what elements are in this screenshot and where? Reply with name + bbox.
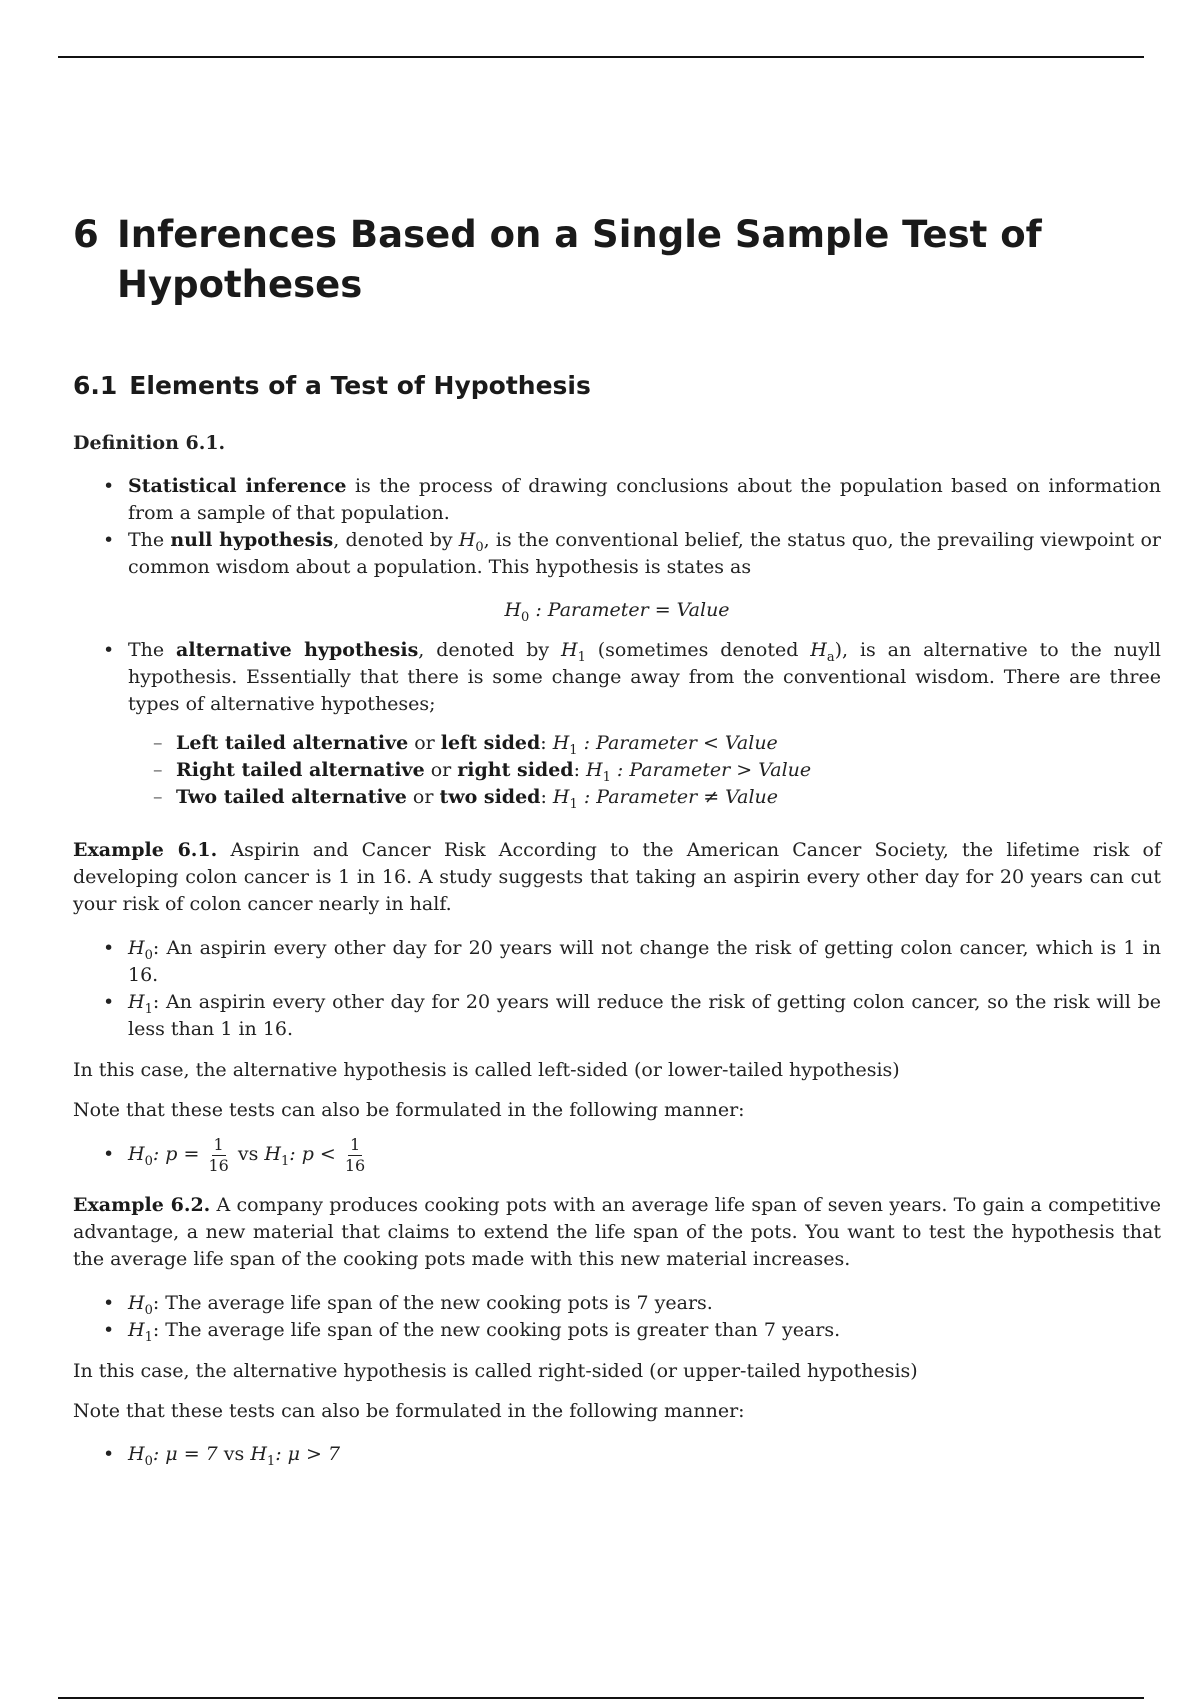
definition-text: ), is an alternative to the nuyll hypothesis. Essentially that there is some change away from the conventional wisdom. There are three types of alternative hypotheses;: [128, 639, 1161, 715]
math-subscript: 1: [144, 1001, 153, 1017]
chapter-title: Inferences Based on a Single Sample Test of Hypotheses: [117, 213, 1042, 306]
definition-list: [73, 473, 1161, 581]
fraction-numerator: 1: [349, 1134, 361, 1154]
math-symbol: H: [128, 1319, 145, 1341]
example-2-formulation-note: Note that these tests can also be formulated in the following manner:: [73, 1400, 745, 1422]
definition-text: , is the conventional belief, the status quo, the prevailing viewpoint or common wisdom about a population. This hypothesis is states as: [128, 529, 1161, 578]
example-2-formula: [73, 1441, 1161, 1468]
definition-item-inference: [73, 473, 1161, 527]
math-expression: : p =: [152, 1143, 206, 1165]
text-fragment: :: [540, 732, 553, 754]
example-1-formula: [73, 1132, 1161, 1176]
alt-type-two: [73, 784, 1161, 811]
math-expression: : p <: [289, 1143, 342, 1165]
text-fragment: The: [128, 529, 171, 551]
chapter-heading: [73, 210, 1161, 310]
definition-title: Definition 6.1.: [73, 432, 226, 454]
text-fragment: vs: [231, 1143, 265, 1165]
example-1-h0: [73, 935, 1161, 989]
hypothesis-text: : The average life span of the new cooking pots is greater than 7 years.: [152, 1319, 841, 1341]
example-2-label: Example 6.2.: [73, 1194, 211, 1216]
math-expression: : Parameter ≠ Value: [577, 786, 779, 808]
math-subscript: 1: [569, 742, 578, 758]
definition-item-alternative: [73, 637, 1161, 718]
section-title: Elements of a Test of Hypothesis: [129, 371, 591, 400]
math-symbol: H: [458, 529, 476, 551]
term: right sided: [457, 759, 574, 781]
math-expression: : μ > 7: [275, 1443, 341, 1465]
math-symbol: H: [264, 1143, 281, 1165]
definition-item-null: [73, 527, 1161, 581]
math-expression: : μ = 7: [152, 1443, 218, 1465]
term: two sided: [439, 786, 541, 808]
alt-type-left: [73, 730, 1161, 757]
page-content: [73, 210, 1161, 1468]
example-1-h1: [73, 989, 1161, 1043]
example-1-formulation-note: Note that these tests can also be formulated in the following manner:: [73, 1099, 745, 1121]
hypothesis-text: : The average life span of the new cooking pots is 7 years.: [152, 1292, 713, 1314]
fraction: [208, 1135, 228, 1176]
text-fragment: or: [406, 786, 440, 808]
math-symbol: H: [561, 639, 578, 661]
math-subscript: 0: [144, 947, 153, 963]
hypothesis-text: : An aspirin every other day for 20 years will reduce the risk of getting colon cancer, so the risk will be less than 1 in 16.: [128, 991, 1161, 1040]
math-symbol: H: [128, 1443, 145, 1465]
alt-type-right: [73, 757, 1161, 784]
example-text: Aspirin and Cancer Risk According to the American Cancer Society, the lifetime risk of developing colon cancer is 1 in 16. A study suggests that taking an aspirin every other day for 20 years can cut your risk of colon cancer nearly in half.: [73, 839, 1161, 915]
math-symbol: H: [504, 599, 522, 621]
math-subscript: 0: [144, 1302, 153, 1318]
term: Left tailed alternative: [176, 732, 409, 754]
term-null-hypothesis: null hypothesis: [170, 529, 334, 551]
alternative-types-list: [73, 730, 1161, 811]
alternative-list: [73, 637, 1161, 718]
bottom-rule: [58, 1697, 1144, 1699]
math-subscript: a: [826, 649, 835, 665]
math-subscript: 1: [569, 796, 578, 812]
math-subscript: 1: [280, 1153, 290, 1169]
top-rule: [58, 56, 1144, 58]
term: Right tailed alternative: [176, 759, 425, 781]
fraction: [345, 1135, 365, 1176]
math-symbol: H: [128, 1143, 145, 1165]
hypothesis-text: : An aspirin every other day for 20 years will not change the risk of getting colon cancer, which is 1 in 16.: [128, 937, 1161, 986]
example-2-formula-list: [73, 1441, 1161, 1468]
example-1-formula-list: [73, 1132, 1161, 1176]
text-fragment: , denoted by: [333, 529, 459, 551]
math-expression: : Parameter > Value: [610, 759, 812, 781]
example-text: A company produces cooking pots with an average life span of seven years. To gain a competitive advantage, a new material that claims to extend the life span of the pots. You want to test the hypothesis that the average life span of the cooking pots made with this new material increases.: [73, 1194, 1161, 1270]
math-symbol: H: [552, 786, 570, 808]
math-subscript: 1: [144, 1329, 153, 1345]
term: Two tailed alternative: [176, 786, 407, 808]
example-1-paragraph: [73, 837, 1161, 918]
equation-rhs: : Parameter = Value: [529, 599, 730, 621]
fraction-numerator: 1: [213, 1134, 224, 1154]
math-symbol: H: [250, 1443, 267, 1465]
math-expression: : Parameter < Value: [577, 732, 778, 754]
math-symbol: H: [128, 937, 145, 959]
fraction-denominator: 16: [344, 1155, 366, 1175]
fraction-denominator: 16: [208, 1155, 229, 1175]
text-fragment: vs: [217, 1443, 251, 1465]
null-equation: [73, 599, 1161, 625]
math-subscript: 1: [266, 1453, 276, 1469]
example-1-label: Example 6.1.: [73, 839, 218, 861]
text-fragment: :: [540, 786, 553, 808]
math-subscript: 0: [144, 1153, 153, 1169]
math-symbol: H: [128, 991, 145, 1013]
example-2-hypotheses: [73, 1290, 1161, 1344]
example-2-h0: [73, 1290, 1161, 1317]
term: left sided: [440, 732, 541, 754]
term-statistical-inference: Statistical inference: [128, 475, 347, 497]
text-fragment: or: [408, 732, 441, 754]
example-1-note: In this case, the alternative hypothesis is called left-sided (or lower-tailed hypothesis): [73, 1059, 900, 1081]
text-fragment: :: [573, 759, 587, 781]
term-alternative-hypothesis: alternative hypothesis: [176, 639, 419, 661]
section-number: 6.1: [73, 371, 118, 400]
example-2-note: In this case, the alternative hypothesis is called right-sided (or upper-tailed hypothesis): [73, 1360, 918, 1382]
text-fragment: or: [424, 759, 458, 781]
chapter-number: 6: [73, 213, 99, 256]
math-subscript: 0: [521, 609, 530, 625]
text-fragment: The: [128, 639, 177, 661]
section-heading: [73, 370, 1161, 402]
text-fragment: (sometimes denoted: [585, 639, 811, 661]
text-fragment: , denoted by: [418, 639, 562, 661]
math-symbol: H: [810, 639, 827, 661]
math-symbol: H: [586, 759, 603, 781]
example-2-h1: [73, 1317, 1161, 1344]
math-symbol: H: [128, 1292, 145, 1314]
math-subscript: 1: [577, 649, 586, 665]
math-subscript: 0: [144, 1453, 153, 1469]
math-subscript: 0: [475, 539, 484, 555]
definition-text: is the process of drawing conclusions about the population based on information from a sample of that population.: [128, 475, 1161, 524]
example-2-paragraph: [73, 1192, 1161, 1273]
math-subscript: 1: [602, 769, 611, 785]
math-symbol: H: [552, 732, 570, 754]
example-1-hypotheses: [73, 935, 1161, 1043]
